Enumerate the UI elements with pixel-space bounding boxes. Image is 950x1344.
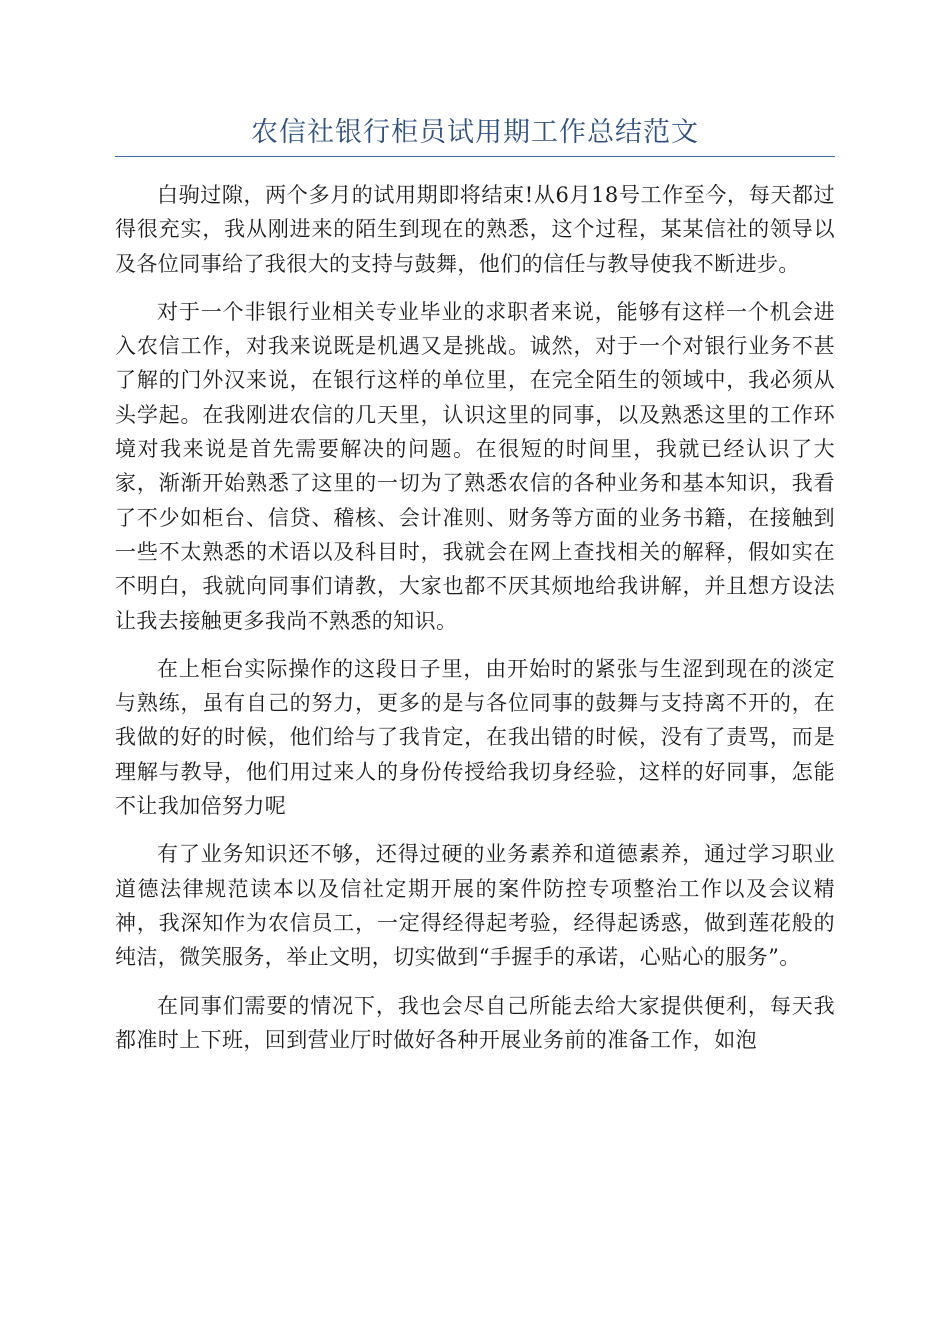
paragraph: 有了业务知识还不够，还得过硬的业务素养和道德素养，通过学习职业道德法律规范读本以及信社定期开展的案件防控专项整治工作以及会议精神，我深知作为农信员工，一定得经得起考验，经得起诱惑，做到莲花般的纯洁，微笑服务，举止文明，切实做到“手握手的承诺，心贴心的服务”。 — [115, 842, 835, 970]
paragraph: 白驹过隙，两个多月的试用期即将结束!从6月18号工作至今，每天都过得很充实，我从刚进来的陌生到现在的熟悉，这个过程，某某信社的领导以及各位同事给了我很大的支持与鼓舞，他们的信任与教导使我不断进步。 — [115, 183, 835, 276]
paragraph: 对于一个非银行业相关专业毕业的求职者来说，能够有这样一个机会进入农信工作，对我来说既是机遇又是挑战。诚然，对于一个对银行业务不甚了解的门外汉来说，在银行这样的单位里，在完全陌生的领域中，我必须从头学起。在我刚进农信的几天里，认识这里的同事，以及熟悉这里的工作环境对我来说是首先需要解决的问题。在很短的时间里，我就已经认识了大家，渐渐开始熟悉了这里的一切为了熟悉农信的各种业务和基本知识，我看了不少如柜台、信贷、稽核、会计准则、财务等方面的业务书籍，在接触到一些不太熟悉的术语以及科目时，我就会在网上查找相关的解释，假如实在不明白，我就向同事们请教，大家也都不厌其烦地给我讲解，并且想方设法让我去接触更多我尚不熟悉的知识。 — [115, 299, 835, 633]
document-title: 农信社银行柜员试用期工作总结范文 — [251, 117, 699, 148]
document-body — [115, 178, 835, 1071]
title-block — [115, 112, 835, 157]
paragraph: 在同事们需要的情况下，我也会尽自己所能去给大家提供便利，每天我都准时上下班，回到营业厅时做好各种开展业务前的准备工作，如泡 — [115, 993, 835, 1052]
paragraph: 在上柜台实际操作的这段日子里，由开始时的紧张与生涩到现在的淡定与熟练，虽有自己的努力，更多的是与各位同事的鼓舞与支持离不开的，在我做的好的时候，他们给与了我肯定，在我出错的时候，没有了责骂，而是理解与教导，他们用过来人的身份传授给我切身经验，这样的好同事，怎能不让我加倍努力呢 — [115, 656, 835, 819]
